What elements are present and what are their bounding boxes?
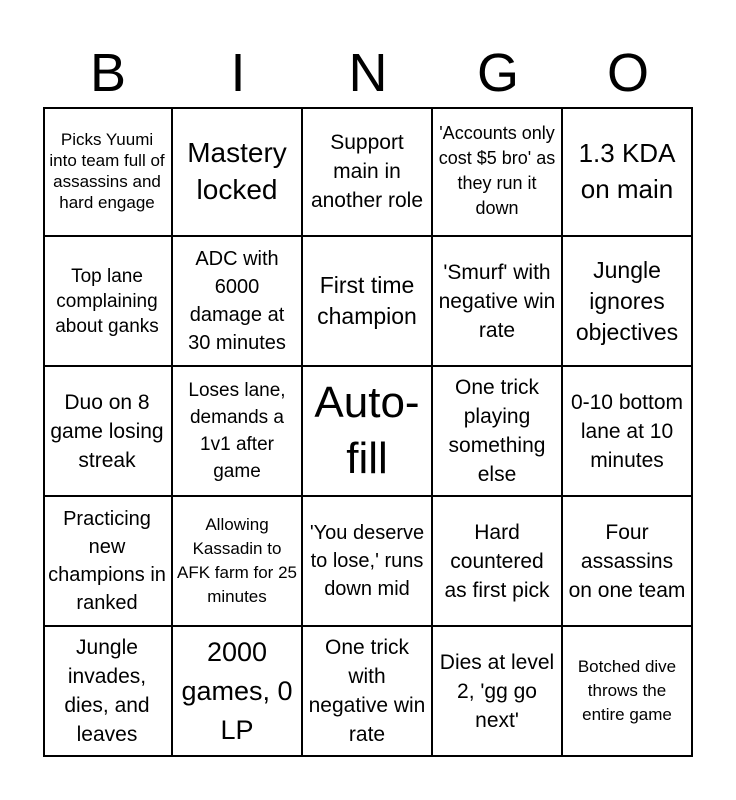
header-letter-i: I — [230, 43, 246, 103]
bingo-cell[interactable] — [173, 107, 303, 237]
bingo-cell[interactable] — [173, 237, 303, 367]
cell-text: Mastery locked — [187, 137, 287, 205]
bingo-header — [43, 40, 693, 106]
bingo-cell[interactable] — [43, 237, 173, 367]
cell-text: Botched dive throws the entire game — [577, 657, 677, 724]
header-letter-n: N — [348, 43, 388, 103]
bingo-cell[interactable] — [563, 107, 693, 237]
header-letter-g: G — [476, 43, 519, 103]
bingo-cell[interactable] — [43, 107, 173, 237]
cell-text: One trick playing something else — [448, 376, 546, 486]
bingo-cell[interactable] — [563, 367, 693, 497]
header-letter-o: O — [606, 43, 649, 103]
bingo-cell-free[interactable] — [303, 367, 433, 497]
bingo-cell[interactable] — [173, 367, 303, 497]
bingo-cell[interactable] — [433, 497, 563, 627]
bingo-cell[interactable] — [433, 107, 563, 237]
bingo-cell[interactable] — [563, 497, 693, 627]
cell-text: Auto-fill — [314, 378, 420, 483]
bingo-cell[interactable] — [433, 367, 563, 497]
cell-text: Duo on 8 game losing streak — [50, 390, 164, 472]
bingo-cell[interactable] — [173, 627, 303, 757]
cell-text: Allowing Kassadin to AFK farm for 25 minutes — [177, 515, 297, 606]
bingo-cell[interactable] — [303, 627, 433, 757]
cell-text: Picks Yuumi into team full of assassins and hard engage — [49, 130, 165, 212]
cell-text: Loses lane, demands a 1v1 after game — [188, 380, 286, 482]
cell-text: Jungle invades, dies, and leaves — [64, 636, 150, 746]
bingo-grid — [43, 107, 693, 757]
cell-text: Practicing new champions in ranked — [48, 508, 166, 614]
bingo-cell[interactable] — [433, 237, 563, 367]
cell-text: First time champion — [317, 272, 417, 329]
cell-text: 2000 games, 0 LP — [181, 636, 293, 745]
bingo-cell[interactable] — [303, 237, 433, 367]
bingo-cell[interactable] — [303, 497, 433, 627]
bingo-cell[interactable] — [563, 237, 693, 367]
bingo-cell[interactable] — [303, 107, 433, 237]
cell-text: Support main in another role — [310, 130, 424, 212]
cell-text: 'Smurf' with negative win rate — [438, 260, 556, 342]
cell-text: One trick with negative win rate — [308, 636, 426, 746]
bingo-cell[interactable] — [173, 497, 303, 627]
bingo-cell[interactable] — [43, 627, 173, 757]
cell-text: Dies at level 2, 'gg go next' — [439, 650, 555, 732]
bingo-cell[interactable] — [563, 627, 693, 757]
header-letter-b: B — [89, 43, 127, 103]
cell-text: ADC with 6000 damage at 30 minutes — [188, 248, 286, 354]
cell-text: Top lane complaining about ganks — [55, 265, 159, 337]
cell-text: 'Accounts only cost $5 bro' as they run it down — [438, 123, 556, 218]
bingo-cell[interactable] — [43, 367, 173, 497]
cell-text: Four assassins on one team — [568, 520, 686, 602]
cell-text: 1.3 KDA on main — [578, 138, 676, 204]
cell-text: Jungle ignores objectives — [575, 256, 679, 345]
cell-text: 0-10 bottom lane at 10 minutes — [570, 390, 684, 472]
cell-text: 'You deserve to lose,' runs down mid — [309, 522, 425, 600]
bingo-cell[interactable] — [433, 627, 563, 757]
cell-text: Hard countered as first pick — [444, 520, 550, 602]
bingo-cell[interactable] — [43, 497, 173, 627]
